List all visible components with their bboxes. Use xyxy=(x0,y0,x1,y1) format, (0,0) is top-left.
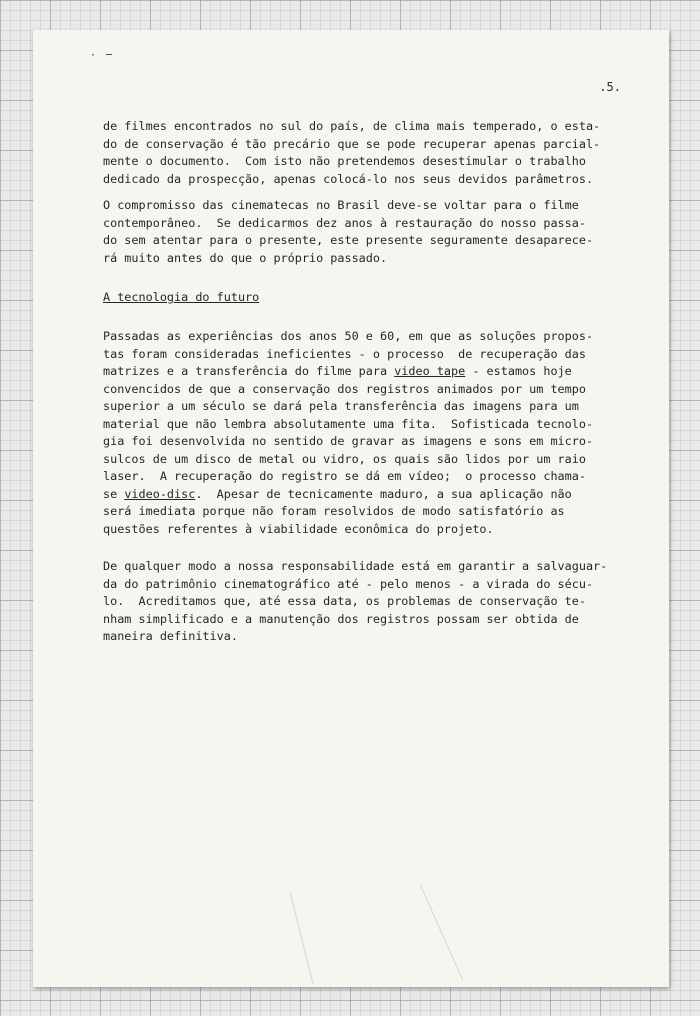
underlined-term-video-tape: video tape xyxy=(394,364,466,378)
text-segment: matrizes e a transferência do filme para xyxy=(103,364,395,378)
text-line: do sem atentar para o presente, este presente seguramente desaparece- xyxy=(103,233,594,247)
text-line: gia foi desenvolvida no sentido de gravar as imagens e sons em micro- xyxy=(103,434,594,448)
text-line xyxy=(103,363,663,381)
text-line: convencidos de que a conservação dos registros animados por um tempo xyxy=(103,381,586,396)
text-line: lo. Acreditamos que, até essa data, os problemas de conservação te- xyxy=(103,594,586,608)
typewritten-page xyxy=(33,30,669,987)
text-line: da do patrimônio cinematográfico até - pelo menos - a virada do sécu- xyxy=(103,576,594,591)
paper-crease xyxy=(420,884,464,980)
text-line: tas foram consideradas ineficientes - o processo de recuperação das xyxy=(103,346,586,361)
text-line: sulcos de um disco de metal ou vidro, os quais são lidos por um raio xyxy=(103,451,586,466)
text-line: de filmes encontrados no sul do país, de clima mais temperado, o esta- xyxy=(103,119,601,133)
text-line: nham simplificado e a manutenção dos registros possam ser obtida de xyxy=(103,611,579,626)
text-line: do de conservação é tão precário que se pode recuperar apenas parcial- xyxy=(103,136,601,151)
text-line: será imediata porque não foram resolvidos de modo satisfatório as xyxy=(103,504,565,518)
text-line: maneira definitiva. xyxy=(103,629,238,643)
text-line: questões referentes à viabilidade econômica do projeto. xyxy=(103,521,494,536)
text-line: mente o documento. Com isto não pretendemos desestimular o trabalho xyxy=(103,154,586,168)
paper-crease xyxy=(290,891,314,983)
text-line: Passadas as experiências dos anos 50 e 60, em que as soluções propos- xyxy=(103,329,594,343)
text-segment: . Apesar de tecnicamente maduro, a sua aplicação não xyxy=(195,486,572,501)
paragraph-4 xyxy=(103,558,663,646)
top-margin-mark: · ─ xyxy=(90,50,115,61)
text-segment: - estamos hoje xyxy=(465,364,572,378)
underlined-term-video-disc: video-disc xyxy=(124,486,196,501)
text-segment: se xyxy=(103,486,125,501)
paragraph-3 xyxy=(103,328,663,538)
text-line: dedicado da prospecção, apenas colocá-lo nos seus devidos parâmetros. xyxy=(103,171,594,186)
text-line: contemporâneo. Se dedicarmos dez anos à restauração do nosso passa- xyxy=(103,215,586,230)
text-line: superior a um século se dará pela transferência das imagens para um xyxy=(103,399,579,413)
text-line: De qualquer modo a nossa responsabilidade está em garantir a salvaguar- xyxy=(103,559,608,573)
text-line: O compromisso das cinematecas no Brasil deve-se voltar para o filme xyxy=(103,198,579,212)
text-line: material que não lembra absolutamente uma fita. Sofisticada tecnolo- xyxy=(103,416,594,431)
section-heading: A tecnologia do futuro xyxy=(103,290,260,304)
text-line xyxy=(103,486,663,504)
paragraph-1 xyxy=(103,118,663,188)
paragraph-2 xyxy=(103,197,663,267)
text-line: laser. A recuperação do registro se dá em vídeo; o processo chama- xyxy=(103,469,586,483)
text-line: rá muito antes do que o próprio passado. xyxy=(103,250,388,265)
page-number: .5. xyxy=(599,80,621,94)
